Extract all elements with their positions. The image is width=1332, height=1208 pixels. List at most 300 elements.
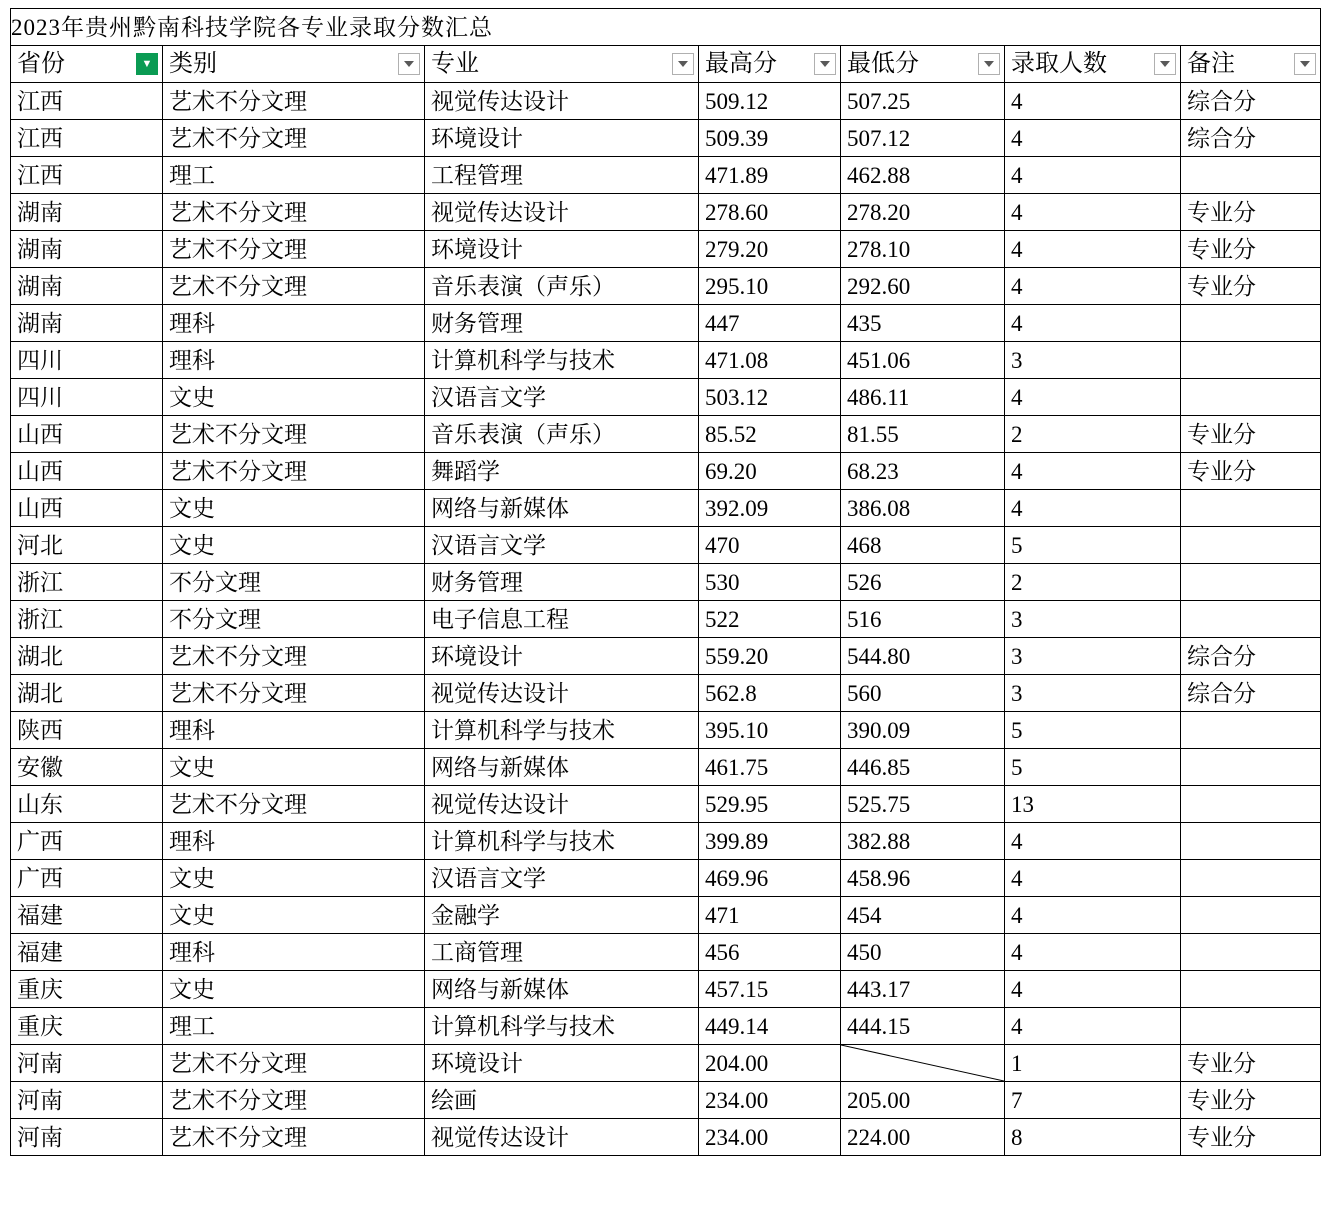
page-title: 2023年贵州黔南科技学院各专业录取分数汇总 — [11, 9, 1321, 46]
cell-text: 4 — [1011, 458, 1023, 484]
cell-max[interactable] — [699, 1119, 841, 1156]
cell-text — [1181, 607, 1187, 632]
cell-province[interactable] — [11, 749, 163, 786]
cell-count[interactable] — [1005, 823, 1181, 860]
cell-major[interactable] — [425, 786, 699, 823]
cell-min[interactable] — [841, 971, 1005, 1008]
cell-text: 4 — [1011, 865, 1023, 891]
cell-count[interactable] — [1005, 83, 1181, 120]
cell-text: 4 — [1011, 384, 1023, 410]
cell-max[interactable] — [699, 823, 841, 860]
cell-max[interactable] — [699, 712, 841, 749]
cell-count[interactable] — [1005, 638, 1181, 675]
cell-min[interactable] — [841, 712, 1005, 749]
table-body — [11, 9, 1321, 1156]
cell-text: 516 — [847, 606, 882, 632]
cell-min[interactable] — [841, 1082, 1005, 1119]
cell-category[interactable] — [163, 490, 425, 527]
cell-count[interactable] — [1005, 231, 1181, 268]
cell-max[interactable] — [699, 638, 841, 675]
cell-category[interactable] — [163, 120, 425, 157]
cell-min[interactable] — [841, 934, 1005, 971]
cell-major[interactable] — [425, 416, 699, 453]
cell-note[interactable] — [1181, 934, 1321, 971]
cell-text: 文史 — [169, 754, 215, 780]
cell-major[interactable] — [425, 971, 699, 1008]
cell-text: 386.08 — [847, 495, 911, 521]
cell-note[interactable] — [1181, 268, 1321, 305]
cell-count[interactable] — [1005, 1008, 1181, 1045]
cell-count[interactable] — [1005, 601, 1181, 638]
cell-text: 江西 — [17, 125, 63, 151]
cell-min[interactable] — [841, 1008, 1005, 1045]
cell-category[interactable] — [163, 934, 425, 971]
cell-max[interactable] — [699, 305, 841, 342]
cell-note[interactable] — [1181, 823, 1321, 860]
table-row — [11, 231, 1321, 268]
table-row — [11, 823, 1321, 860]
cell-text: 278.60 — [705, 199, 769, 225]
cell-major[interactable] — [425, 379, 699, 416]
cell-text: 454 — [847, 902, 882, 928]
cell-category[interactable] — [163, 823, 425, 860]
column-header-label: 最低分 — [847, 51, 919, 77]
cell-province[interactable] — [11, 527, 163, 564]
cell-note[interactable] — [1181, 527, 1321, 564]
cell-text: 234.00 — [705, 1087, 769, 1113]
cell-category[interactable] — [163, 601, 425, 638]
cell-count[interactable] — [1005, 897, 1181, 934]
cell-min[interactable] — [841, 749, 1005, 786]
cell-text: 526 — [847, 569, 882, 595]
column-header-label: 最高分 — [705, 51, 777, 77]
cell-min[interactable] — [841, 194, 1005, 231]
cell-text: 视觉传达设计 — [431, 199, 569, 225]
cell-min[interactable] — [841, 379, 1005, 416]
cell-text: 电子信息工程 — [431, 606, 569, 632]
cell-major[interactable] — [425, 231, 699, 268]
cell-count[interactable] — [1005, 453, 1181, 490]
cell-note[interactable] — [1181, 379, 1321, 416]
cell-text: 3 — [1011, 347, 1023, 373]
cell-province[interactable] — [11, 1045, 163, 1082]
cell-category[interactable] — [163, 1045, 425, 1082]
cell-category[interactable] — [163, 342, 425, 379]
cell-text: 279.20 — [705, 236, 769, 262]
cell-category[interactable] — [163, 157, 425, 194]
cell-note[interactable] — [1181, 1082, 1321, 1119]
table-row — [11, 342, 1321, 379]
cell-max[interactable] — [699, 1008, 841, 1045]
cell-min[interactable] — [841, 786, 1005, 823]
cell-count[interactable] — [1005, 157, 1181, 194]
cell-category[interactable] — [163, 638, 425, 675]
cell-note[interactable] — [1181, 601, 1321, 638]
cell-max[interactable] — [699, 860, 841, 897]
cell-category[interactable] — [163, 527, 425, 564]
cell-category[interactable] — [163, 564, 425, 601]
cell-text: 视觉传达设计 — [431, 1124, 569, 1150]
cell-major[interactable] — [425, 1119, 699, 1156]
table-row — [11, 564, 1321, 601]
cell-count[interactable] — [1005, 268, 1181, 305]
cell-min[interactable] — [841, 453, 1005, 490]
cell-count[interactable] — [1005, 564, 1181, 601]
cell-text: 390.09 — [847, 717, 911, 743]
cell-max[interactable] — [699, 675, 841, 712]
column-header-max — [699, 46, 841, 83]
cell-text: 444.15 — [847, 1013, 911, 1039]
cell-note[interactable] — [1181, 897, 1321, 934]
table-row — [11, 490, 1321, 527]
cell-category[interactable] — [163, 749, 425, 786]
funnel-icon: ▼ — [141, 57, 153, 70]
cell-text — [1181, 940, 1187, 965]
cell-count[interactable] — [1005, 490, 1181, 527]
cell-province[interactable] — [11, 971, 163, 1008]
cell-text: 85.52 — [705, 421, 757, 447]
cell-text: 湖南 — [17, 273, 63, 299]
cell-text: 4 — [1011, 902, 1023, 928]
cell-count[interactable] — [1005, 379, 1181, 416]
cell-category[interactable] — [163, 712, 425, 749]
table-row — [11, 786, 1321, 823]
cell-max[interactable] — [699, 157, 841, 194]
cell-count[interactable] — [1005, 675, 1181, 712]
cell-count[interactable] — [1005, 194, 1181, 231]
cell-major[interactable] — [425, 934, 699, 971]
cell-category[interactable] — [163, 83, 425, 120]
cell-note[interactable] — [1181, 305, 1321, 342]
cell-text: 4 — [1011, 976, 1023, 1002]
cell-text — [1181, 163, 1187, 188]
table-row — [11, 860, 1321, 897]
cell-text: 浙江 — [17, 569, 63, 595]
cell-note[interactable] — [1181, 231, 1321, 268]
filter-dropdown-major[interactable] — [672, 53, 694, 75]
cell-province[interactable] — [11, 897, 163, 934]
cell-province[interactable] — [11, 379, 163, 416]
cell-min[interactable] — [841, 305, 1005, 342]
filter-dropdown-max[interactable] — [814, 53, 836, 75]
cell-major[interactable] — [425, 453, 699, 490]
cell-category[interactable] — [163, 305, 425, 342]
cell-min[interactable] — [841, 1119, 1005, 1156]
cell-text — [1181, 348, 1187, 373]
cell-text: 网络与新媒体 — [431, 976, 569, 1002]
cell-min[interactable] — [841, 231, 1005, 268]
cell-text: 529.95 — [705, 791, 769, 817]
cell-max[interactable] — [699, 564, 841, 601]
cell-note[interactable] — [1181, 712, 1321, 749]
cell-major[interactable] — [425, 749, 699, 786]
cell-count[interactable] — [1005, 1082, 1181, 1119]
cell-max[interactable] — [699, 749, 841, 786]
cell-max[interactable] — [699, 83, 841, 120]
cell-category[interactable] — [163, 860, 425, 897]
table-row — [11, 453, 1321, 490]
admission-scores-table — [10, 8, 1321, 1156]
cell-text: 艺术不分文理 — [169, 421, 307, 447]
cell-note[interactable] — [1181, 971, 1321, 1008]
cell-count[interactable] — [1005, 305, 1181, 342]
cell-text: 艺术不分文理 — [169, 273, 307, 299]
filter-dropdown-count[interactable] — [1154, 53, 1176, 75]
cell-province[interactable] — [11, 675, 163, 712]
cell-count[interactable] — [1005, 120, 1181, 157]
cell-max[interactable] — [699, 490, 841, 527]
cell-text: 507.25 — [847, 88, 911, 114]
cell-note[interactable] — [1181, 638, 1321, 675]
cell-province[interactable] — [11, 268, 163, 305]
cell-max[interactable] — [699, 416, 841, 453]
cell-province[interactable] — [11, 860, 163, 897]
cell-category[interactable] — [163, 1008, 425, 1045]
cell-text: 艺术不分文理 — [169, 236, 307, 262]
table-row — [11, 416, 1321, 453]
cell-text: 13 — [1011, 791, 1034, 817]
cell-province[interactable] — [11, 490, 163, 527]
cell-major[interactable] — [425, 1008, 699, 1045]
cell-text: 435 — [847, 310, 882, 336]
cell-max[interactable] — [699, 231, 841, 268]
cell-note[interactable] — [1181, 749, 1321, 786]
cell-max[interactable] — [699, 527, 841, 564]
cell-note[interactable] — [1181, 1008, 1321, 1045]
cell-major[interactable] — [425, 675, 699, 712]
cell-count[interactable] — [1005, 527, 1181, 564]
cell-text: 509.39 — [705, 125, 769, 151]
cell-text: 2 — [1011, 569, 1023, 595]
cell-note[interactable] — [1181, 860, 1321, 897]
cell-note[interactable] — [1181, 453, 1321, 490]
cell-min[interactable] — [841, 342, 1005, 379]
table-row — [11, 379, 1321, 416]
table-row — [11, 897, 1321, 934]
cell-category[interactable] — [163, 416, 425, 453]
cell-max[interactable] — [699, 934, 841, 971]
cell-note[interactable] — [1181, 157, 1321, 194]
cell-count[interactable] — [1005, 1119, 1181, 1156]
cell-max[interactable] — [699, 453, 841, 490]
cell-text: 4 — [1011, 310, 1023, 336]
cell-province[interactable] — [11, 638, 163, 675]
table-row — [11, 1008, 1321, 1045]
cell-text: 综合分 — [1187, 88, 1256, 114]
cell-major[interactable] — [425, 601, 699, 638]
filter-dropdown-note[interactable] — [1294, 53, 1316, 75]
cell-text — [1181, 570, 1187, 595]
cell-note[interactable] — [1181, 194, 1321, 231]
cell-max[interactable] — [699, 786, 841, 823]
cell-count[interactable] — [1005, 860, 1181, 897]
cell-text: 462.88 — [847, 162, 911, 188]
cell-text: 不分文理 — [169, 569, 261, 595]
cell-max[interactable] — [699, 601, 841, 638]
cell-note[interactable] — [1181, 1045, 1321, 1082]
cell-note[interactable] — [1181, 675, 1321, 712]
cell-major[interactable] — [425, 638, 699, 675]
cell-major[interactable] — [425, 1082, 699, 1119]
cell-text — [1181, 385, 1187, 410]
cell-category[interactable] — [163, 675, 425, 712]
cell-count[interactable] — [1005, 416, 1181, 453]
cell-category[interactable] — [163, 1082, 425, 1119]
cell-count[interactable] — [1005, 342, 1181, 379]
cell-text: 环境设计 — [431, 236, 523, 262]
cell-category[interactable] — [163, 786, 425, 823]
cell-text: 205.00 — [847, 1087, 911, 1113]
cell-max[interactable] — [699, 1045, 841, 1082]
cell-min[interactable] — [841, 157, 1005, 194]
cell-province[interactable] — [11, 1119, 163, 1156]
cell-max[interactable] — [699, 120, 841, 157]
cell-province[interactable] — [11, 786, 163, 823]
cell-major[interactable] — [425, 120, 699, 157]
cell-min[interactable] — [841, 638, 1005, 675]
cell-major[interactable] — [425, 194, 699, 231]
table-row — [11, 120, 1321, 157]
cell-text: 重庆 — [17, 1013, 63, 1039]
cell-category[interactable] — [163, 453, 425, 490]
cell-min[interactable] — [841, 897, 1005, 934]
cell-max[interactable] — [699, 897, 841, 934]
cell-note[interactable] — [1181, 120, 1321, 157]
cell-max[interactable] — [699, 1082, 841, 1119]
cell-province[interactable] — [11, 1082, 163, 1119]
cell-max[interactable] — [699, 342, 841, 379]
cell-province[interactable] — [11, 120, 163, 157]
cell-province[interactable] — [11, 934, 163, 971]
cell-text: 音乐表演（声乐） — [431, 273, 615, 299]
cell-province[interactable] — [11, 157, 163, 194]
cell-text — [1181, 866, 1187, 891]
cell-text: 224.00 — [847, 1124, 911, 1150]
cell-text: 山东 — [17, 791, 63, 817]
cell-min[interactable] — [841, 83, 1005, 120]
cell-category[interactable] — [163, 897, 425, 934]
cell-note[interactable] — [1181, 416, 1321, 453]
cell-count[interactable] — [1005, 786, 1181, 823]
table-row — [11, 157, 1321, 194]
cell-text: 3 — [1011, 606, 1023, 632]
cell-text: 文史 — [169, 495, 215, 521]
cell-province[interactable] — [11, 305, 163, 342]
cell-min[interactable] — [841, 120, 1005, 157]
cell-max[interactable] — [699, 971, 841, 1008]
cell-category[interactable] — [163, 194, 425, 231]
cell-min[interactable] — [841, 601, 1005, 638]
cell-text: 湖南 — [17, 310, 63, 336]
cell-major[interactable] — [425, 157, 699, 194]
cell-major[interactable] — [425, 305, 699, 342]
cell-min[interactable] — [841, 823, 1005, 860]
table-row — [11, 971, 1321, 1008]
cell-province[interactable] — [11, 194, 163, 231]
cell-text: 综合分 — [1187, 680, 1256, 706]
cell-text: 环境设计 — [431, 643, 523, 669]
cell-min[interactable] — [841, 675, 1005, 712]
cell-province[interactable] — [11, 416, 163, 453]
cell-category[interactable] — [163, 971, 425, 1008]
cell-major[interactable] — [425, 823, 699, 860]
cell-category[interactable] — [163, 268, 425, 305]
cell-major[interactable] — [425, 897, 699, 934]
cell-max[interactable] — [699, 379, 841, 416]
cell-category[interactable] — [163, 231, 425, 268]
cell-min[interactable] — [841, 268, 1005, 305]
table-row — [11, 712, 1321, 749]
cell-note[interactable] — [1181, 1119, 1321, 1156]
cell-category[interactable] — [163, 379, 425, 416]
cell-province[interactable] — [11, 83, 163, 120]
cell-min[interactable] — [841, 416, 1005, 453]
cell-text — [1181, 1014, 1187, 1039]
cell-major[interactable] — [425, 564, 699, 601]
cell-text: 204.00 — [705, 1050, 769, 1076]
cell-major[interactable] — [425, 860, 699, 897]
cell-text: 4 — [1011, 236, 1023, 262]
filter-dropdown-province[interactable] — [136, 53, 158, 75]
cell-province[interactable] — [11, 564, 163, 601]
cell-min[interactable] — [841, 860, 1005, 897]
cell-province[interactable] — [11, 712, 163, 749]
cell-text: 浙江 — [17, 606, 63, 632]
filter-dropdown-min[interactable] — [978, 53, 1000, 75]
cell-count[interactable] — [1005, 971, 1181, 1008]
cell-province[interactable] — [11, 342, 163, 379]
cell-text — [1181, 792, 1187, 817]
cell-text: 理科 — [169, 310, 215, 336]
cell-category[interactable] — [163, 1119, 425, 1156]
cell-note[interactable] — [1181, 342, 1321, 379]
cell-count[interactable] — [1005, 934, 1181, 971]
cell-text: 503.12 — [705, 384, 769, 410]
cell-province[interactable] — [11, 601, 163, 638]
cell-note[interactable] — [1181, 564, 1321, 601]
cell-province[interactable] — [11, 453, 163, 490]
cell-note[interactable] — [1181, 83, 1321, 120]
cell-max[interactable] — [699, 268, 841, 305]
cell-text: 3 — [1011, 680, 1023, 706]
cell-province[interactable] — [11, 231, 163, 268]
cell-min[interactable] — [841, 490, 1005, 527]
cell-max[interactable] — [699, 194, 841, 231]
cell-major[interactable] — [425, 342, 699, 379]
filter-dropdown-category[interactable] — [398, 53, 420, 75]
cell-province[interactable] — [11, 1008, 163, 1045]
cell-count[interactable] — [1005, 749, 1181, 786]
cell-count[interactable] — [1005, 712, 1181, 749]
cell-major[interactable] — [425, 1045, 699, 1082]
cell-min[interactable] — [841, 564, 1005, 601]
column-header-category — [163, 46, 425, 83]
cell-count[interactable] — [1005, 1045, 1181, 1082]
cell-major[interactable] — [425, 268, 699, 305]
cell-major[interactable] — [425, 83, 699, 120]
cell-min-empty-struck[interactable] — [841, 1045, 1005, 1082]
cell-note[interactable] — [1181, 490, 1321, 527]
cell-min[interactable] — [841, 527, 1005, 564]
cell-note[interactable] — [1181, 786, 1321, 823]
cell-major[interactable] — [425, 490, 699, 527]
cell-province[interactable] — [11, 823, 163, 860]
cell-text: 河南 — [17, 1124, 63, 1150]
table-row — [11, 1045, 1321, 1082]
cell-major[interactable] — [425, 527, 699, 564]
cell-major[interactable] — [425, 712, 699, 749]
cell-text: 专业分 — [1187, 273, 1256, 299]
